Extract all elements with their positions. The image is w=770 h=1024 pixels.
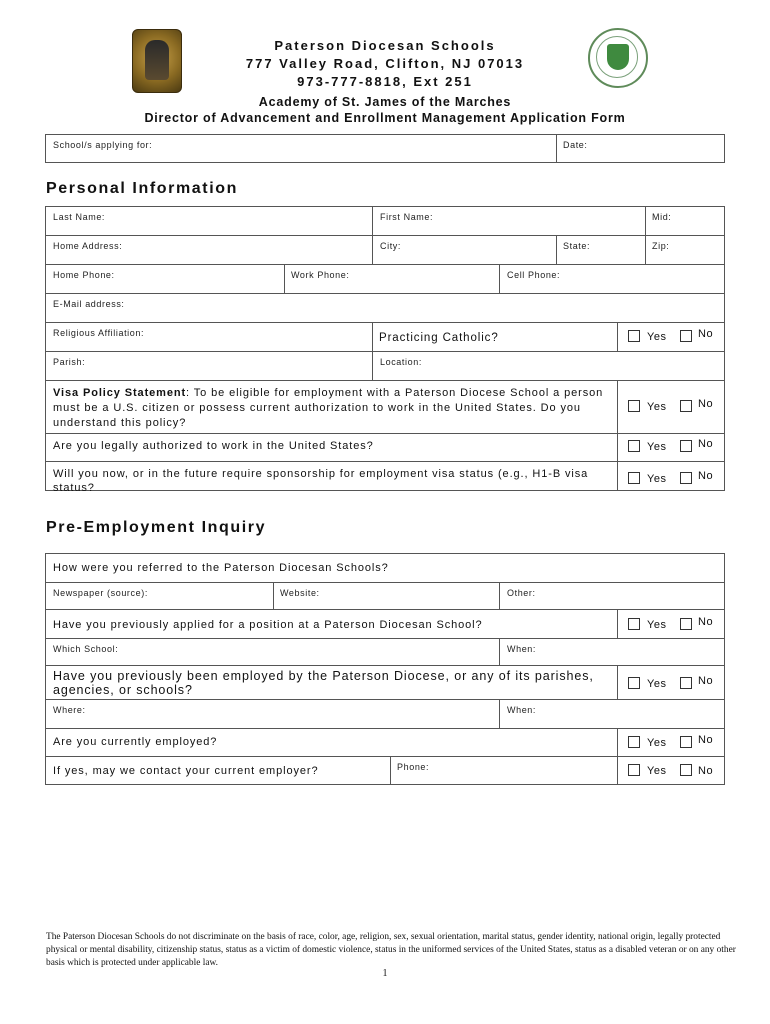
currently-employed-no-checkbox[interactable]	[680, 736, 692, 748]
previously-employed-question: Have you previously been employed by the Paterson Diocese, or any of its parishes, agencies, or schools?	[53, 669, 594, 697]
yes-label: Yes	[647, 331, 667, 343]
page-number: 1	[382, 968, 388, 979]
no-label: No	[698, 328, 714, 340]
referred-question: How were you referred to the Paterson Diocesan Schools?	[53, 562, 389, 574]
header-address: 777 Valley Road, Clifton, NJ 07013	[245, 56, 525, 71]
no-label: No	[698, 398, 714, 410]
contact-employer-question: If yes, may we contact your current employer?	[53, 765, 319, 777]
yes-label: Yes	[647, 765, 667, 777]
phone-label: Phone:	[397, 762, 430, 772]
no-label: No	[698, 675, 714, 687]
yes-label: Yes	[647, 678, 667, 690]
zip-label: Zip:	[652, 241, 670, 251]
website-label: Website:	[280, 588, 320, 598]
email-label: E-Mail address:	[53, 299, 125, 309]
yes-label: Yes	[647, 737, 667, 749]
previously-applied-question: Have you previously applied for a position at a Paterson Diocesan School?	[53, 619, 483, 631]
visa-policy-text: : To be eligible for employment with a Paterson Diocese School a person must be a U.S. citizen or possess current authorization to work in the United States. Do you understand this policy?	[53, 387, 604, 429]
previously-applied-no-checkbox[interactable]	[680, 618, 692, 630]
authorized-no-checkbox[interactable]	[680, 440, 692, 452]
header-phone: 973-777-8818, Ext 251	[297, 74, 473, 89]
when-label: When:	[507, 644, 537, 654]
visa-policy-yes-checkbox[interactable]	[628, 400, 640, 412]
previously-employed-yes-checkbox[interactable]	[628, 677, 640, 689]
no-label: No	[698, 734, 714, 746]
form-title: Director of Advancement and Enrollment Management Application Form	[144, 111, 626, 125]
practicing-no-checkbox[interactable]	[680, 330, 692, 342]
yes-label: Yes	[647, 441, 667, 453]
authorized-question: Are you legally authorized to work in the United States?	[53, 440, 374, 452]
date-label: Date:	[563, 140, 588, 150]
school-name: Academy of St. James of the Marches	[258, 95, 512, 109]
header-line1: Paterson Diocesan Schools	[274, 38, 496, 53]
home-phone-label: Home Phone:	[53, 270, 115, 280]
newspaper-label: Newspaper (source):	[53, 588, 148, 598]
religious-affiliation-label: Religious Affiliation:	[53, 328, 145, 338]
schools-applying-label: School/s applying for:	[53, 140, 153, 150]
no-label: No	[698, 438, 714, 450]
no-label: No	[698, 765, 714, 777]
practicing-catholic-question: Practicing Catholic?	[379, 332, 499, 344]
state-label: State:	[563, 241, 591, 251]
no-label: No	[698, 470, 714, 482]
practicing-yes-checkbox[interactable]	[628, 330, 640, 342]
last-name-label: Last Name:	[53, 212, 106, 222]
work-phone-label: Work Phone:	[291, 270, 350, 280]
pre-employment-heading: Pre-Employment Inquiry	[46, 519, 267, 536]
first-name-label: First Name:	[380, 212, 434, 222]
sponsorship-yes-checkbox[interactable]	[628, 472, 640, 484]
currently-employed-yes-checkbox[interactable]	[628, 736, 640, 748]
previously-employed-no-checkbox[interactable]	[680, 677, 692, 689]
previously-applied-yes-checkbox[interactable]	[628, 618, 640, 630]
city-label: City:	[380, 241, 401, 251]
other-label: Other:	[507, 588, 536, 598]
visa-policy-statement	[53, 386, 613, 431]
yes-label: Yes	[647, 473, 667, 485]
visa-policy-title: Visa Policy Statement	[53, 387, 187, 399]
yes-label: Yes	[647, 619, 667, 631]
nondiscrimination-statement: The Paterson Diocesan Schools do not discriminate on the basis of race, color, age, religion, sex, sexual orientation, marital status, gender identity, national origin, legally protected physical or mental disability, citizenship status, status as a victim of domestic violence, status in the uniformed services of the United States, status as a disabled veteran or on any other basis which is protected under applicable law.	[46, 932, 736, 968]
sponsorship-no-checkbox[interactable]	[680, 472, 692, 484]
contact-employer-yes-checkbox[interactable]	[628, 764, 640, 776]
cell-phone-label: Cell Phone:	[507, 270, 561, 280]
location-label: Location:	[380, 357, 422, 367]
sponsorship-question: Will you now, or in the future require sponsorship for employment visa status (e.g., H1-B visa status?	[53, 468, 589, 494]
home-address-label: Home Address:	[53, 241, 123, 251]
contact-employer-no-checkbox[interactable]	[680, 764, 692, 776]
personal-info-heading: Personal Information	[46, 180, 239, 197]
mid-label: Mid:	[652, 212, 672, 222]
where-label: Where:	[53, 705, 86, 715]
yes-label: Yes	[647, 401, 667, 413]
parish-label: Parish:	[53, 357, 86, 367]
when-label-2: When:	[507, 705, 537, 715]
visa-policy-no-checkbox[interactable]	[680, 400, 692, 412]
currently-employed-question: Are you currently employed?	[53, 736, 218, 748]
which-school-label: Which School:	[53, 644, 119, 654]
authorized-yes-checkbox[interactable]	[628, 440, 640, 452]
no-label: No	[698, 616, 714, 628]
